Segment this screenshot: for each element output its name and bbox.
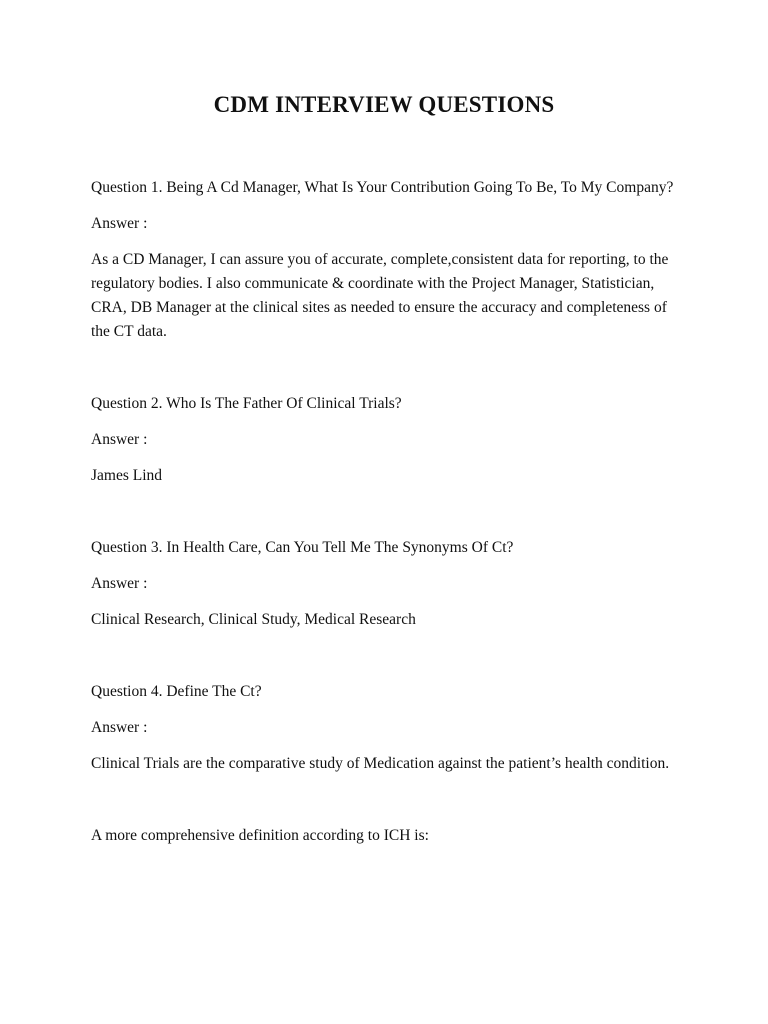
question-2: Question 2. Who Is The Father Of Clinical Trials? — [91, 395, 402, 412]
qa-item-2 — [91, 392, 681, 488]
page-title: CDM INTERVIEW QUESTIONS — [213, 92, 555, 117]
qa-item-3 — [91, 536, 681, 632]
answer-label-1: Answer : — [91, 215, 148, 232]
question-3: Question 3. In Health Care, Can You Tell Me The Synonyms Of Ct? — [91, 539, 514, 556]
answer-label-2: Answer : — [91, 431, 148, 448]
answer-label-4: Answer : — [91, 719, 148, 736]
closing-text: A more comprehensive definition according to ICH is: — [91, 827, 429, 844]
answer-1: As a CD Manager, I can assure you of accurate, complete,consistent data for reporting, to the regulatory bodies. I also communicate & coordinate with the Project Manager, Statistician, CRA, DB Manager at the clinical sites as needed to ensure the accuracy and completeness of the CT data. — [91, 251, 669, 340]
answer-2: James Lind — [91, 467, 163, 484]
qa-item-4 — [91, 680, 681, 776]
answer-3: Clinical Research, Clinical Study, Medical Research — [91, 611, 416, 628]
question-1: Question 1. Being A Cd Manager, What Is Your Contribution Going To Be, To My Company? — [91, 179, 674, 196]
qa-content — [91, 176, 681, 848]
answer-label-3: Answer : — [91, 575, 148, 592]
qa-item-1 — [91, 176, 681, 344]
answer-4: Clinical Trials are the comparative study of Medication against the patient’s health condition. — [91, 755, 670, 772]
question-4: Question 4. Define The Ct? — [91, 683, 262, 700]
